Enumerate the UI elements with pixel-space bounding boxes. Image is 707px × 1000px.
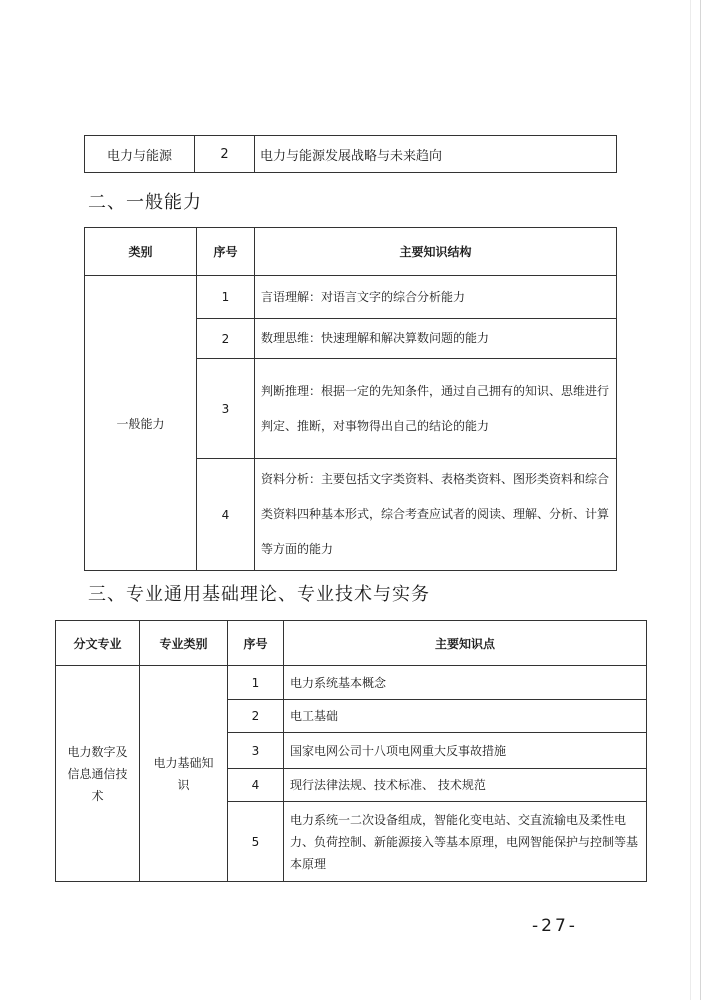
number-cell: 2	[197, 319, 255, 359]
content-cell: 电工基础	[284, 700, 647, 733]
table-row	[56, 666, 647, 700]
header-row	[56, 621, 647, 666]
number-cell: 2	[228, 700, 284, 733]
number-cell: 4	[197, 459, 255, 571]
table-row	[85, 276, 617, 319]
header-number: 序号	[197, 228, 255, 276]
scan-edge-line	[690, 0, 691, 1000]
header-content: 主要知识点	[284, 621, 647, 666]
content-cell: 资料分析：主要包括文字类资料、表格类资料、图形类资料和综合类资料四种基本形式，综合考查应试者的阅读、理解、分析、计算等方面的能力	[255, 459, 617, 571]
header-branch: 分文专业	[56, 621, 140, 666]
header-category: 类别	[85, 228, 197, 276]
branch-cell: 电力数字及信息通信技术	[56, 666, 140, 882]
header-content: 主要知识结构	[255, 228, 617, 276]
number-cell: 3	[197, 359, 255, 459]
section-title: 三、专业通用基础理论、专业技术与实务	[88, 584, 430, 605]
number-cell: 4	[228, 769, 284, 802]
content-cell: 判断推理：根据一定的先知条件，通过自己拥有的知识、思维进行判定、推断，对事物得出自己的结论的能力	[255, 359, 617, 459]
header-number: 序号	[228, 621, 284, 666]
content-cell: 电力系统基本概念	[284, 666, 647, 700]
content-cell: 电力系统一二次设备组成，智能化变电站、交直流输电及柔性电力、负荷控制、新能源接入等基本原理，电网智能保护与控制等基本原理	[284, 802, 647, 882]
general-ability-table	[84, 227, 617, 571]
content-cell: 电力与能源发展战略与未来趋向	[255, 136, 617, 173]
continuation-table	[84, 135, 617, 173]
content-cell: 数理思维：快速理解和解决算数问题的能力	[255, 319, 617, 359]
number-cell: 1	[228, 666, 284, 700]
header-type: 专业类别	[140, 621, 228, 666]
professional-knowledge-table	[55, 620, 647, 882]
number-cell: 1	[197, 276, 255, 319]
category-cell: 电力与能源	[85, 136, 195, 173]
number-cell: 5	[228, 802, 284, 882]
category-cell: 一般能力	[85, 276, 197, 571]
scan-edge-line	[700, 0, 701, 1000]
header-row	[85, 228, 617, 276]
content-cell: 言语理解：对语言文字的综合分析能力	[255, 276, 617, 319]
page-number: -27-	[532, 916, 578, 936]
type-cell: 电力基础知识	[140, 666, 228, 882]
number-cell: 2	[195, 136, 255, 173]
section-title: 二、一般能力	[88, 192, 202, 213]
content-cell: 国家电网公司十八项电网重大反事故措施	[284, 733, 647, 769]
content-cell: 现行法律法规、技术标准、 技术规范	[284, 769, 647, 802]
number-cell: 3	[228, 733, 284, 769]
table-row	[85, 136, 617, 173]
